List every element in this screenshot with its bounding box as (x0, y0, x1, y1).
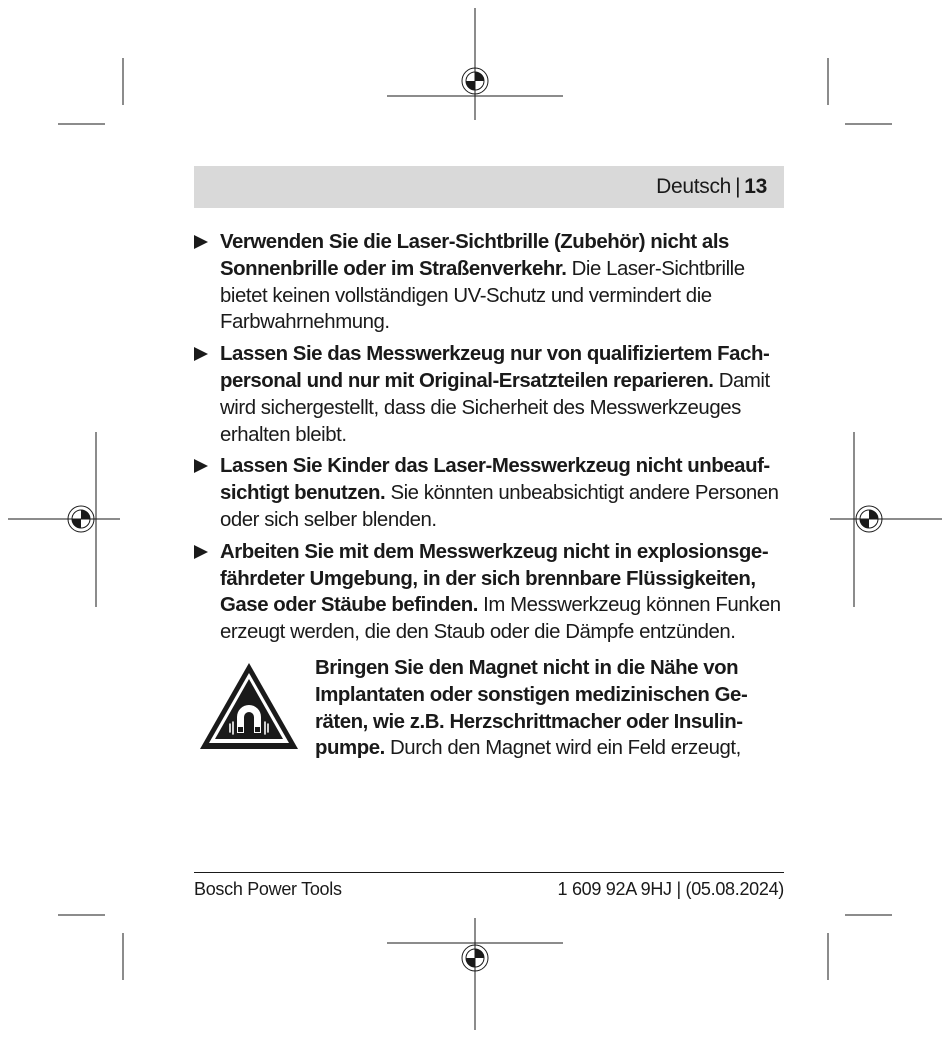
footer-publisher: Bosch Power Tools (194, 879, 342, 899)
header-text (656, 175, 767, 199)
header-separator: | (735, 175, 741, 198)
header-language: Deutsch (656, 175, 732, 198)
item-bold-text: Verwenden Sie die Laser-Sichtbrille (Zubehör) nicht als Sonnenbrille oder im Straßenverkehr. (220, 231, 729, 280)
magnet-warning (194, 655, 786, 765)
item-bold-text: Lassen Sie das Messwerkzeug nur von qualifiziertem Fachpersonal und nur mit Original-Ersatzteilen reparieren. (220, 343, 770, 392)
item-text: Damit wird sichergestellt, dass die Sicherheit des Messwerkzeuges erhalten bleibt. (220, 369, 770, 446)
bullet-triangle-icon (194, 347, 208, 361)
bullet-triangle-icon (194, 235, 208, 249)
magnet-warning-icon (197, 660, 301, 752)
magnet-bold-text: Bringen Sie den Magnet nicht in die Nähe von Implantaten oder sonstigen medizinischen Geräten, wie z.B. Herzschrittmacher oder Insulinpumpe. (315, 656, 748, 760)
item-bold-text: Arbeiten Sie mit dem Messwerkzeug nicht in explosionsgefährdeter Umgebung, in der sich brennbare Flüssigkeiten, Gase oder Stäube befinden. (220, 540, 769, 617)
item-text: Sie könnten unbeabsichtigt andere Personen oder sich selber blenden. (220, 482, 779, 531)
list-item (194, 229, 786, 336)
page-footer (194, 872, 784, 900)
magnet-warning-text (315, 655, 786, 762)
magnet-body-text: Durch den Magnet wird ein Feld erzeugt, (384, 737, 741, 760)
page-header (194, 166, 784, 208)
safety-instructions (194, 229, 786, 765)
footer-doc-number: 1 609 92A 9HJ | (05.08.2024) (557, 879, 784, 899)
item-text: Die Laser-Sichtbrille bietet keinen vollständigen UV-Schutz und vermindert die Farbwahrnehmung. (220, 257, 745, 334)
item-bold-text: Lassen Sie Kinder das Laser-Messwerkzeug nicht unbeaufsichtigt benutzen. (220, 455, 771, 505)
list-item (194, 341, 786, 448)
item-text: Im Messwerkzeug können Funken erzeugt werden, die den Staub oder die Dämpfe entzünden. (220, 594, 781, 644)
list-item (194, 453, 786, 533)
bullet-triangle-icon (194, 545, 208, 559)
page-number: 13 (744, 175, 767, 198)
list-item (194, 539, 786, 646)
bullet-triangle-icon (194, 459, 208, 473)
